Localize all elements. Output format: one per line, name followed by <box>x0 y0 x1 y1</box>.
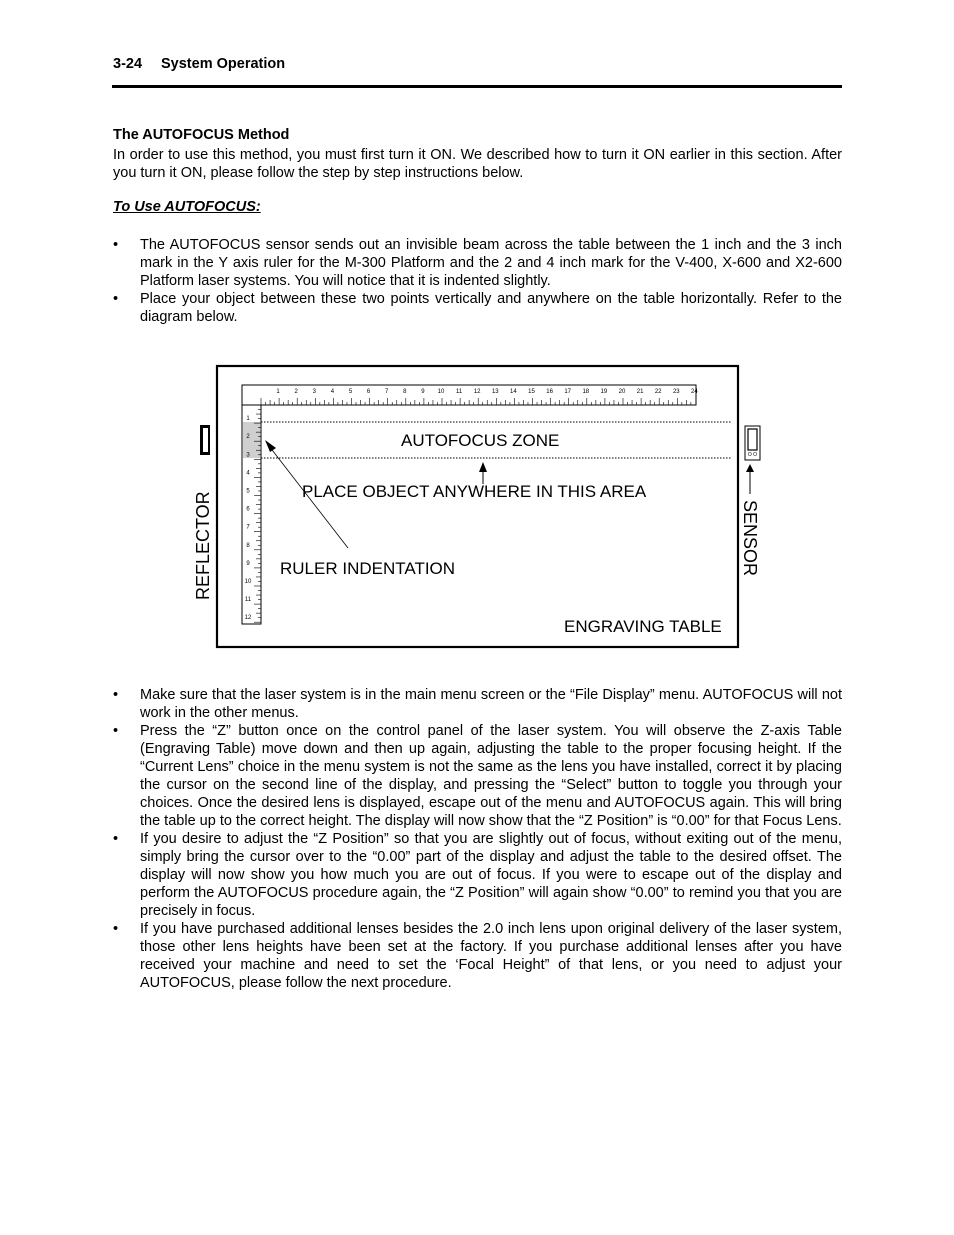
page-header <box>113 56 285 72</box>
y-ruler-number: 9 <box>246 560 250 567</box>
intro-paragraph: In order to use this method, you must first turn it ON. We described how to turn it ON earlier in this section. After you turn it ON, please follow the step by step instructions below. <box>113 147 842 181</box>
x-ruler-number: 16 <box>546 389 553 395</box>
y-ruler-number: 10 <box>244 579 252 585</box>
x-ruler-number: 21 <box>636 389 644 395</box>
y-ruler-number: 8 <box>246 542 250 549</box>
x-ruler-number: 12 <box>473 389 481 395</box>
x-ruler-number: 20 <box>618 389 626 395</box>
autofocus-diagram <box>190 362 770 654</box>
y-ruler-number: 6 <box>246 506 250 513</box>
x-ruler-number: 2 <box>294 389 298 395</box>
pointer-arrowhead-icon <box>265 440 276 452</box>
list-item <box>113 686 842 722</box>
sensor-marking: O O <box>747 452 758 458</box>
bullet-text: If you desire to adjust the “Z Position” so that you are slightly out of focus, without exiting out of the menu, simply bring the cursor over to the “0.00” part of the display and adjust the table to the desired offset. The display will now show you how much you are out of focus. If you were to escape out of the display and perform the AUTOFOCUS procedure again, the “Z Position” will again show “0.00” to remind you that you are precisely in focus. <box>140 831 842 919</box>
chapter-title: System Operation <box>161 56 286 72</box>
sensor-label: SENSOR <box>740 500 760 577</box>
x-ruler-number: 22 <box>654 389 662 395</box>
x-ruler-number: 1 <box>276 389 280 395</box>
arrow-up-icon <box>746 464 754 472</box>
x-ruler-number: 18 <box>582 389 590 395</box>
x-ruler-number: 3 <box>312 389 316 395</box>
reflector-label: REFLECTOR <box>193 491 213 600</box>
y-ruler-number: 3 <box>246 452 250 459</box>
y-ruler-number: 5 <box>246 488 250 495</box>
x-ruler-number: 17 <box>564 389 572 395</box>
x-ruler-number: 19 <box>600 389 608 395</box>
x-ruler-number: 10 <box>437 389 445 395</box>
bullet-text: If you have purchased additional lenses besides the 2.0 inch lens upon original delivery of the laser system, those other lens heights have been set at the factory. If you purchase additional lenses after you have received your machine and need to set the ‘Focal Height” of that lens, or you need to adjust your AUTOFOCUS, please follow the next procedure. <box>140 921 842 991</box>
bullet-text: The AUTOFOCUS sensor sends out an invisible beam across the table between the 1 inch and the 3 inch mark in the Y axis ruler for the M-300 Platform and the 2 and 4 inch mark for the V-400, X-600 and X2-600 Platform laser systems. You will notice that it is indented slightly. <box>140 237 842 289</box>
y-ruler-number: 2 <box>246 434 250 441</box>
x-ruler-number: 7 <box>385 389 389 395</box>
page-number: 3-24 <box>113 56 143 72</box>
place-object-label: PLACE OBJECT ANYWHERE IN THIS AREA <box>302 482 647 501</box>
x-ruler-number: 23 <box>672 389 680 395</box>
header-rule <box>112 85 842 88</box>
bullet-text: Place your object between these two points vertically and anywhere on the table horizontally. Refer to the diagram below. <box>140 291 842 325</box>
list-item <box>113 236 842 290</box>
y-ruler-number: 11 <box>244 597 252 604</box>
engraving-table-label: ENGRAVING TABLE <box>564 617 722 636</box>
bullet-icon: • <box>113 831 119 847</box>
sensor-window <box>748 429 757 450</box>
bullet-icon: • <box>113 687 119 703</box>
ruler-indentation-label: RULER INDENTATION <box>280 559 456 578</box>
bullet-icon: • <box>113 723 119 739</box>
x-ruler-number: 4 <box>330 389 335 395</box>
x-ruler-number: 5 <box>348 389 353 395</box>
x-ruler-number: 6 <box>366 389 371 395</box>
x-ruler-number: 15 <box>528 389 535 395</box>
x-ruler-number: 8 <box>403 389 407 395</box>
autofocus-zone-label: AUTOFOCUS ZONE <box>401 431 560 450</box>
bullet-icon: • <box>113 291 119 307</box>
x-ruler-numbers <box>276 389 698 395</box>
list-item <box>113 920 842 992</box>
reflector-window <box>203 428 208 452</box>
bullet-list-bottom <box>113 686 842 992</box>
arrow-up-icon <box>479 462 487 472</box>
list-item <box>113 722 842 830</box>
list-item <box>113 830 842 920</box>
section-title: The AUTOFOCUS Method <box>113 127 290 143</box>
x-ruler-ticks <box>261 398 691 405</box>
bullet-text: Press the “Z” button once on the control panel of the laser system. You will observe the Z-axis Table (Engraving Table) move down and then up again, adjusting the table to the proper focusing height. If the “Current Lens” choice in the menu system is not the same as the lens you have installed, correct it by placing the cursor on the second line of the display, and pressing the “Select” button to toggle you through your choices. Once the desired lens is displayed, escape out of the menu and AUTOFOCUS again. This will bring the table up to the correct height. The display will now show that the “Z Position” is “0.00” for that Focus Lens. <box>140 723 842 829</box>
engraving-table-frame <box>217 366 738 647</box>
x-ruler-number: 14 <box>510 389 517 395</box>
y-ruler-number: 1 <box>246 416 250 423</box>
y-ruler-number: 12 <box>244 615 252 622</box>
bullet-icon: • <box>113 237 119 253</box>
list-item <box>113 290 842 326</box>
subheading: To Use AUTOFOCUS: <box>113 199 261 215</box>
bullet-icon: • <box>113 921 119 937</box>
bullet-list-top <box>113 236 842 326</box>
y-ruler-number: 4 <box>246 470 250 477</box>
x-ruler-number: 24 <box>691 389 698 395</box>
x-ruler-number: 13 <box>491 389 499 395</box>
y-ruler-number: 7 <box>246 524 250 531</box>
bullet-text: Make sure that the laser system is in the main menu screen or the “File Display” menu. AUTOFOCUS will not work in the other menus. <box>140 687 842 721</box>
x-ruler-number: 9 <box>421 389 425 395</box>
x-ruler-number: 11 <box>455 389 463 395</box>
